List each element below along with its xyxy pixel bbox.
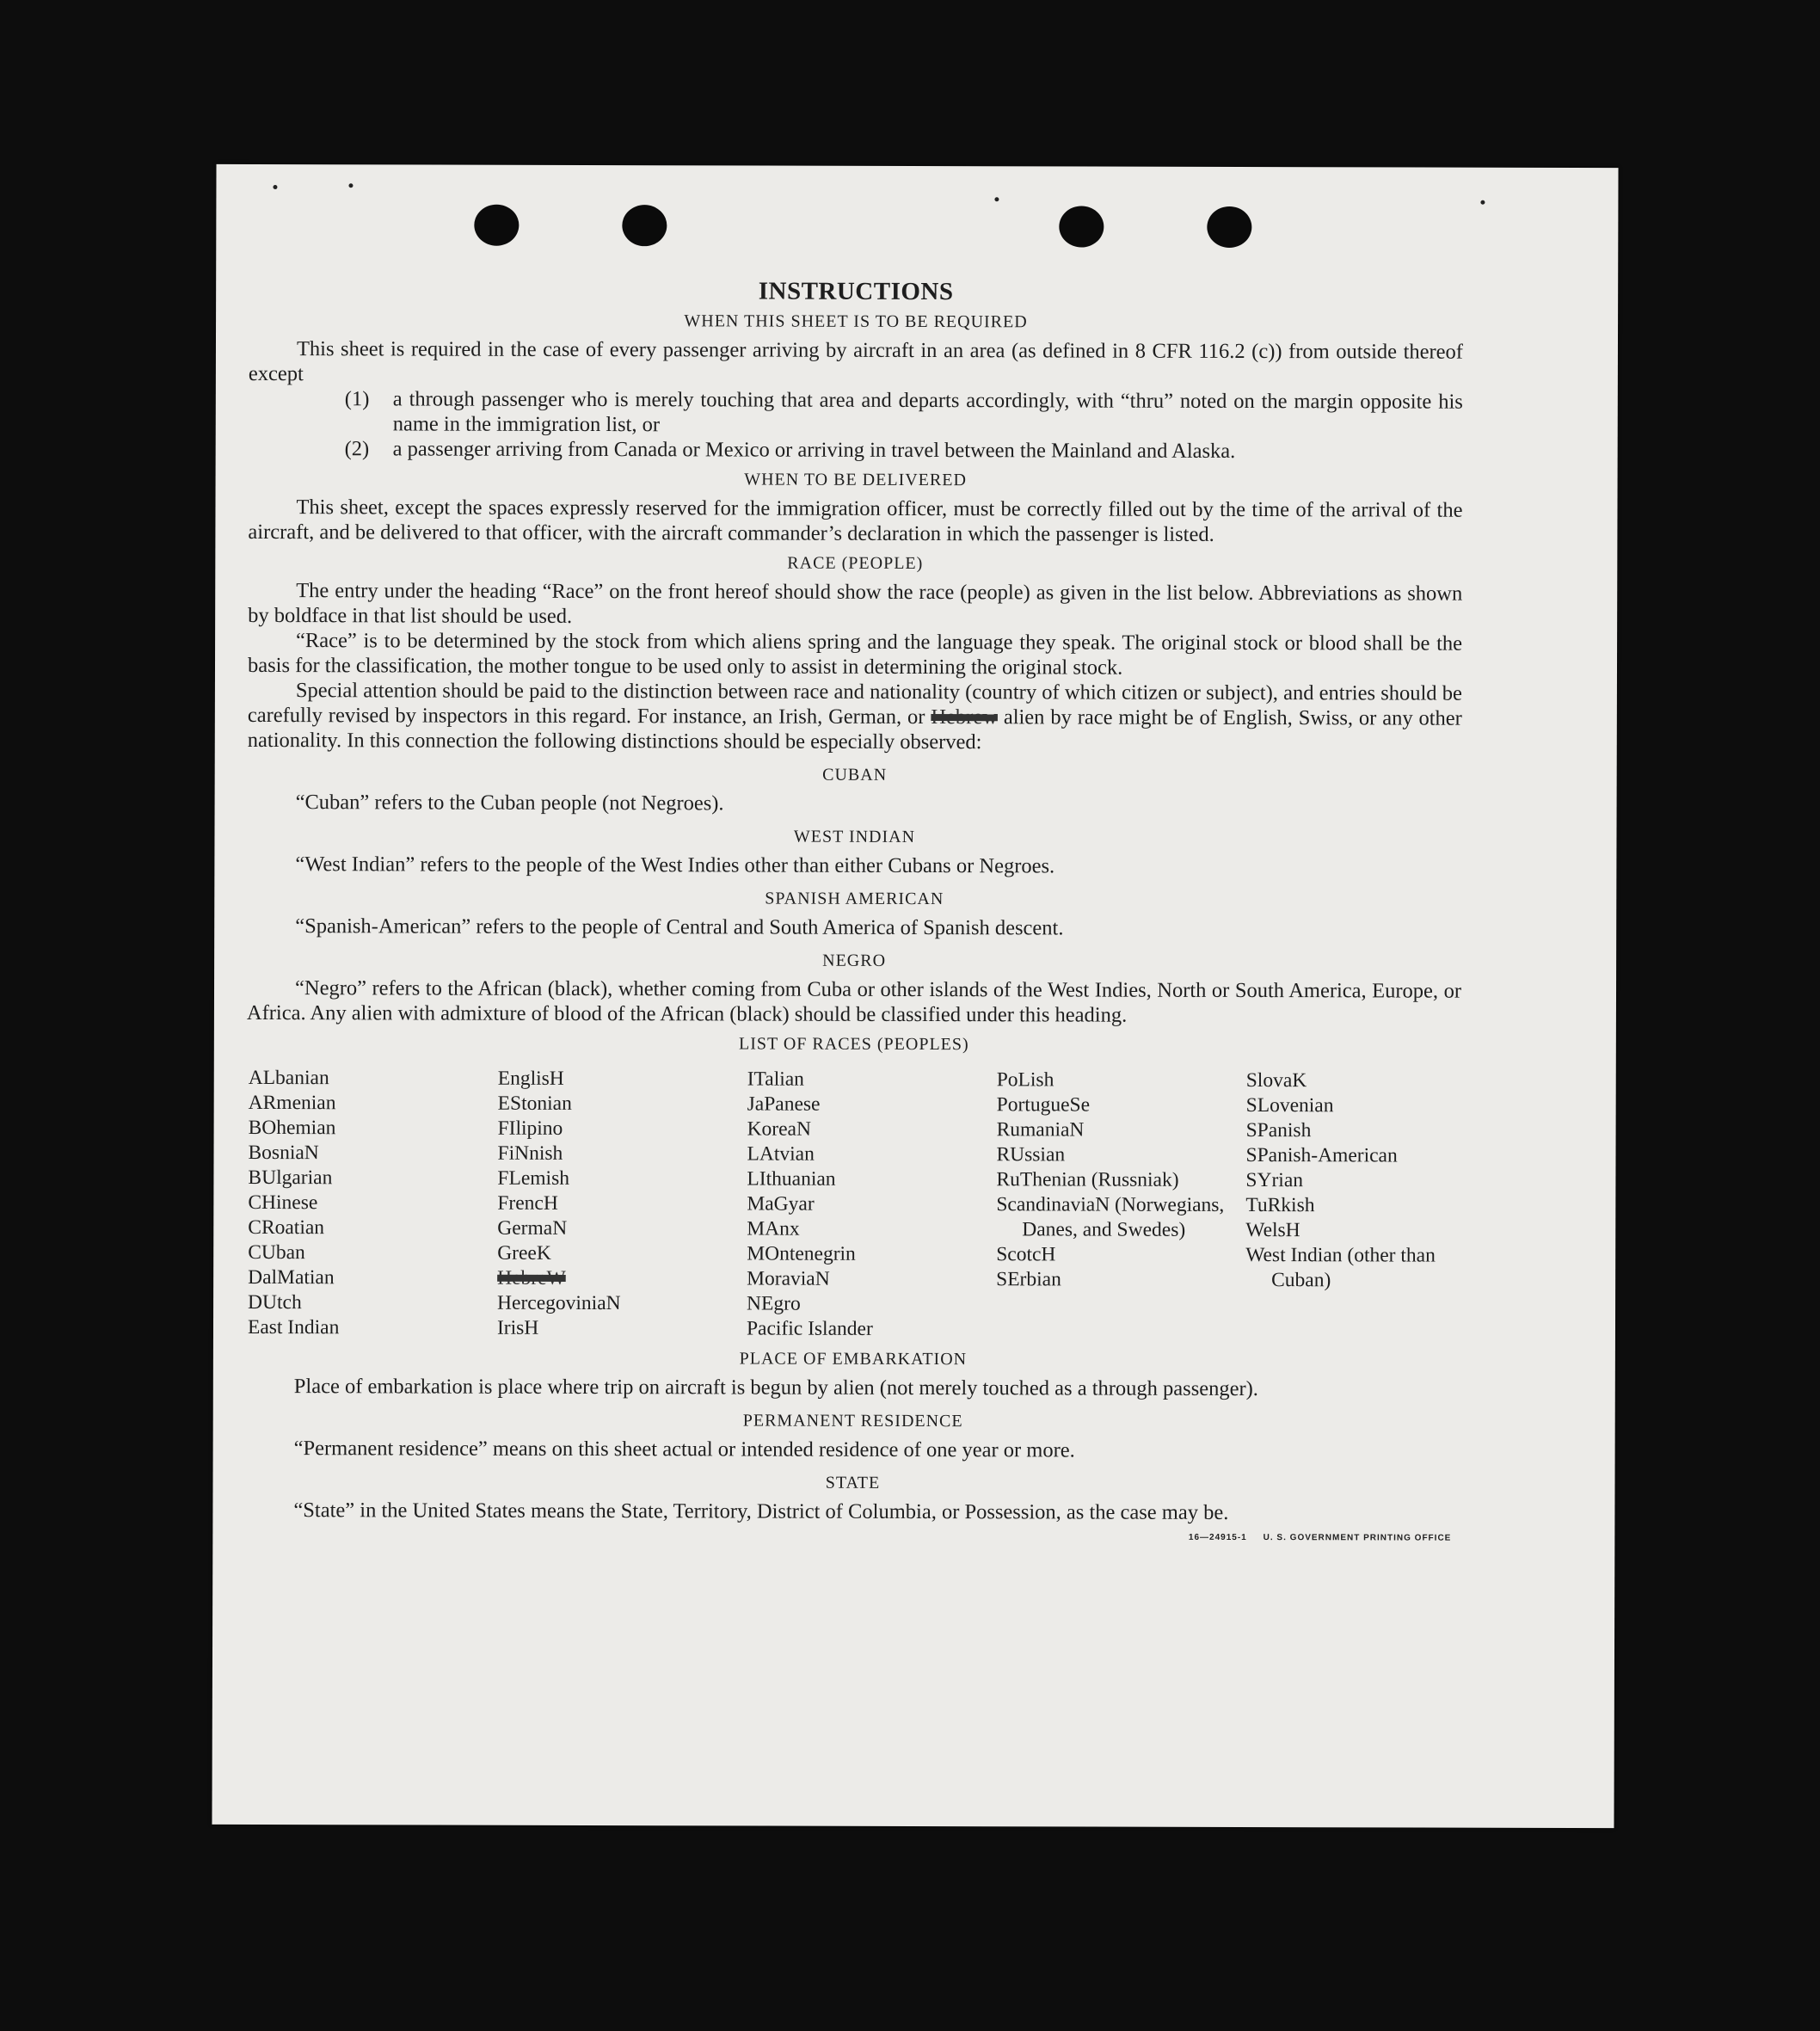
race-entry: NEgro bbox=[747, 1292, 801, 1315]
item-text: a passenger arriving from Canada or Mexico or arriving in travel between the Mainland and Alaska. bbox=[392, 437, 1236, 463]
paragraph-spanish-american: “Spanish-American” refers to the people of Central and South America of Spanish descent. bbox=[295, 914, 1064, 940]
race-entry: SPanish-American bbox=[1245, 1144, 1398, 1167]
race-entry: FrencH bbox=[497, 1191, 558, 1215]
race-3-before: Special attention should be paid to the distinction between race and nationality (country of which citizen or subject), and entries should be carefully revised by inspectors in this regard. For instance, an Irish, German, or bbox=[247, 679, 1462, 729]
race-entry: CUban bbox=[248, 1240, 305, 1265]
item-number: (2) bbox=[344, 437, 370, 461]
speck bbox=[273, 185, 277, 189]
paragraph-west-indian: “West Indian” refers to the people of the West Indies other than either Cubans or Negroes. bbox=[295, 852, 1055, 878]
race-entry: GermaN bbox=[497, 1216, 568, 1240]
race-entry: SYrian bbox=[1245, 1169, 1304, 1192]
exception-item bbox=[345, 386, 1463, 439]
punch-hole bbox=[622, 205, 667, 246]
race-entry: LAtvian bbox=[747, 1142, 815, 1166]
race-entry: BOhemian bbox=[248, 1116, 336, 1140]
race-entry: ITalian bbox=[747, 1068, 804, 1091]
heading-state: STATE bbox=[825, 1473, 881, 1492]
race-entry: LIthuanian bbox=[747, 1167, 836, 1191]
race-entry: ScotcH bbox=[996, 1243, 1056, 1266]
race-entry: TuRkish bbox=[1245, 1194, 1315, 1217]
race-entry: MOntenegrin bbox=[747, 1242, 856, 1265]
race-entry: GreeK bbox=[497, 1241, 551, 1265]
instructions-content bbox=[245, 278, 1463, 1551]
heading-list-of-races: LIST OF RACES (PEOPLES) bbox=[738, 1034, 969, 1055]
punch-hole bbox=[474, 205, 519, 246]
race-entry: CRoatian bbox=[248, 1216, 325, 1240]
race-entry: SLovenian bbox=[1245, 1094, 1334, 1117]
speck bbox=[348, 183, 353, 188]
heading-race: RACE (PEOPLE) bbox=[787, 553, 924, 574]
punch-hole bbox=[1059, 206, 1104, 247]
race-entry: EStonian bbox=[497, 1092, 572, 1115]
paragraph-negro: “Negro” refers to the African (black), whether coming from Cuba or other islands of the West Indies, North or South America, Europe, or Africa. Any alien with admixture of blood of the African (black) should be classified under this heading. bbox=[246, 976, 1462, 1027]
heading-embarkation: PLACE OF EMBARKATION bbox=[739, 1349, 968, 1369]
race-entry: SPanish bbox=[1245, 1119, 1312, 1142]
heading-spanish-american: SPANISH AMERICAN bbox=[765, 889, 944, 909]
exception-item bbox=[345, 436, 1463, 464]
race-entry: IrisH bbox=[496, 1316, 539, 1339]
paragraph-embarkation: Place of embarkation is place where trip on aircraft is begun by alien (not merely touched as a through passenger). bbox=[293, 1375, 1258, 1401]
race-entry: ScandinaviaN (Norwegians, Danes, and Swedes) bbox=[996, 1193, 1225, 1241]
race-entry: WelsH bbox=[1245, 1219, 1300, 1242]
race-entry: ARmenian bbox=[248, 1091, 336, 1115]
race-entry: HercegoviniaN bbox=[497, 1291, 621, 1315]
heading-west-indian: WEST INDIAN bbox=[793, 827, 916, 846]
race-entry: RUssian bbox=[996, 1143, 1066, 1166]
footer-imprint bbox=[245, 1523, 1460, 1551]
race-entry: FiNnish bbox=[497, 1142, 563, 1165]
form-number: 16—24915-1 bbox=[1188, 1532, 1247, 1543]
heading-negro: NEGRO bbox=[822, 951, 887, 970]
race-entry: DalMatian bbox=[248, 1265, 335, 1289]
race-entry: ALbanian bbox=[248, 1066, 329, 1090]
race-entry: BUlgarian bbox=[248, 1166, 333, 1190]
paragraph-race-1: The entry under the heading “Race” on the front hereof should show the race (people) as given in the list below. Abbreviations as shown by boldface in that list should be used. bbox=[248, 579, 1463, 628]
races-column-5 bbox=[1245, 1068, 1470, 1344]
paragraph-when-required: This sheet is required in the case of every passenger arriving by aircraft in an area (as defined in 8 CFR 116.2 (c)) from outside thereof except bbox=[248, 337, 1463, 386]
race-entry: RumaniaN bbox=[996, 1118, 1085, 1142]
race-entry: FLemish bbox=[497, 1166, 570, 1190]
race-entry: East Indian bbox=[247, 1315, 340, 1339]
heading-cuban: CUBAN bbox=[822, 765, 888, 785]
race-entry: KoreaN bbox=[747, 1117, 812, 1141]
races-column-1 bbox=[248, 1066, 498, 1341]
race-entry: PortugueSe bbox=[996, 1093, 1091, 1117]
paragraph-race-3 bbox=[248, 678, 1462, 756]
race-entry: SlovaK bbox=[1245, 1069, 1307, 1092]
document-sheet bbox=[212, 164, 1618, 1828]
race-entry: Pacific Islander bbox=[746, 1317, 873, 1340]
item-text: a through passenger who is merely touching that area and departs accordingly, with “thru” noted on the margin opposite his name in the immigration list, or bbox=[392, 387, 1463, 437]
punch-hole bbox=[1207, 206, 1251, 248]
paragraph-state: “State” in the United States means the State, Territory, District of Columbia, or Possession, as the case may be. bbox=[293, 1499, 1229, 1524]
paragraph-race-2: “Race” is to be determined by the stock from which aliens spring and the language they speak. The original stock or blood shall be the basis for the classification, the mother tongue to be used only to assist in determining the original stock. bbox=[247, 629, 1463, 680]
races-column-3 bbox=[747, 1067, 997, 1342]
race-entry: SErbian bbox=[996, 1268, 1061, 1291]
race-entry: PoLish bbox=[996, 1068, 1054, 1092]
heading-when-required: WHEN THIS SHEET IS TO BE REQUIRED bbox=[684, 311, 1028, 332]
race-entry-struck: HebreW bbox=[497, 1266, 566, 1289]
race-entry: FIlipino bbox=[497, 1117, 563, 1140]
heading-when-delivered: WHEN TO BE DELIVERED bbox=[744, 470, 967, 490]
race-entry: JaPanese bbox=[747, 1092, 821, 1116]
races-list bbox=[248, 1066, 1461, 1344]
speck bbox=[994, 197, 999, 201]
paragraph-when-delivered: This sheet, except the spaces expressly reserved for the immigration officer, must be correctly filled out by the time of the arrival of the aircraft, and be delivered to that officer, with the aircraft commander’s declaration in which the passenger is listed. bbox=[248, 495, 1463, 546]
race-3-after: alien by race might be of English, Swiss, or any other nationality. In this connection the following distinctions should be especially observed: bbox=[247, 705, 1462, 754]
race-entry: EnglisH bbox=[497, 1067, 564, 1090]
races-column-4 bbox=[996, 1068, 1246, 1343]
page-title: INSTRUCTIONS bbox=[758, 277, 954, 306]
race-entry: MAnx bbox=[747, 1217, 800, 1240]
race-entry: BosniaN bbox=[248, 1141, 319, 1165]
races-column-2 bbox=[497, 1067, 747, 1342]
paragraph-cuban: “Cuban” refers to the Cuban people (not Negroes). bbox=[295, 791, 724, 815]
speck bbox=[1480, 200, 1485, 205]
heading-residence: PERMANENT RESIDENCE bbox=[742, 1411, 963, 1431]
race-entry: DUtch bbox=[248, 1290, 302, 1314]
race-entry: MaGyar bbox=[747, 1192, 815, 1216]
race-entry: CHinese bbox=[248, 1191, 318, 1215]
printer-name: U. S. GOVERNMENT PRINTING OFFICE bbox=[1263, 1533, 1452, 1543]
paragraph-residence: “Permanent residence” means on this sheet actual or intended residence of one year or more. bbox=[293, 1437, 1075, 1462]
item-number: (1) bbox=[344, 387, 370, 411]
race-entry: RuThenian (Russniak) bbox=[996, 1168, 1179, 1191]
struck-word: Hebrew bbox=[931, 705, 998, 729]
race-entry: MoraviaN bbox=[747, 1267, 830, 1290]
race-entry: West Indian (other than Cuban) bbox=[1245, 1244, 1436, 1292]
printer-imprint bbox=[1189, 1525, 1451, 1551]
